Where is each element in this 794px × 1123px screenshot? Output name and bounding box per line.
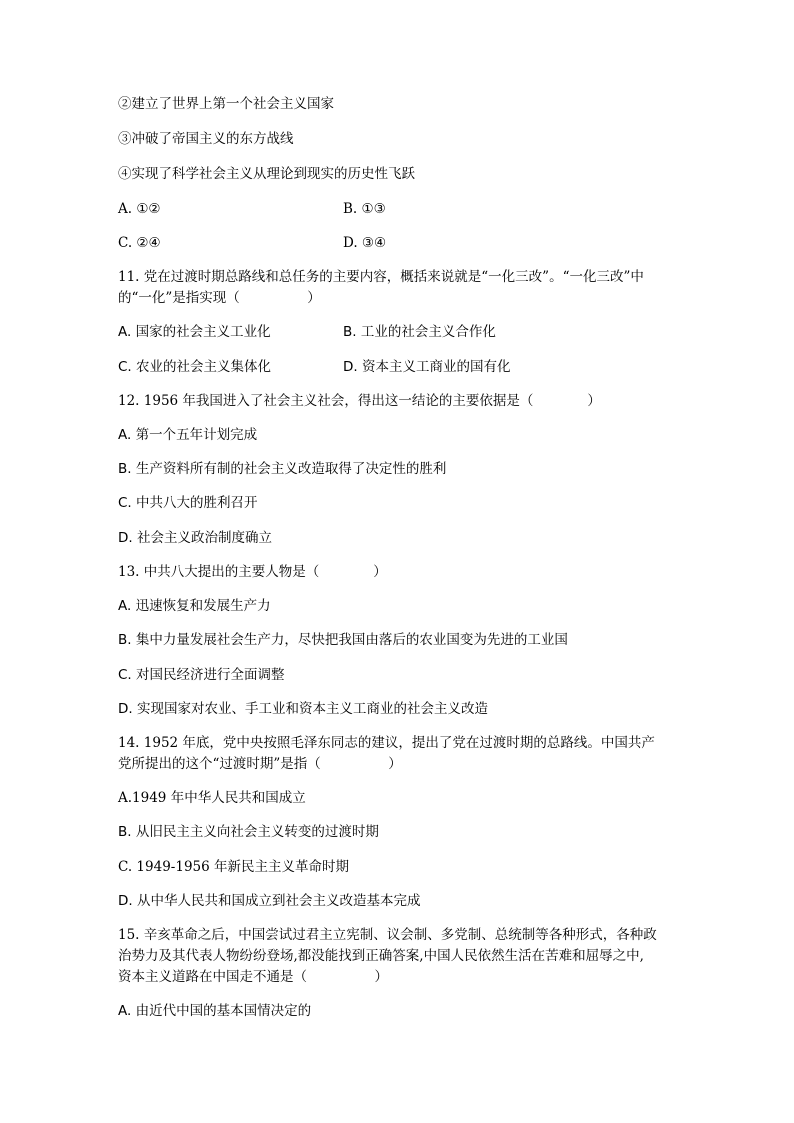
q13-stem: 13. 中共八大提出的主要人物是（ ） [118,564,387,580]
q10-option-a: A. ①② [118,201,161,217]
q13-option-a: A. 迅速恢复和发展生产力 [118,598,271,614]
q11-option-b: B. 工业的社会主义合作化 [343,324,496,340]
q14-option-b: B. 从旧民主主义向社会主义转变的过渡时期 [118,824,379,840]
q11-option-a: A. 国家的社会主义工业化 [118,324,271,340]
q14-option-a: A.1949 年中华人民共和国成立 [118,790,306,806]
q14-stem-line-1: 14. 1952 年底，党中央按照毛泽东同志的建议，提出了党在过渡时期的总路线。中国共产 [118,735,655,751]
q13-option-c: C. 对国民经济进行全面调整 [118,667,285,683]
q15-option-a: A. 由近代中国的基本国情决定的 [118,1003,312,1019]
q11-stem-line-2: 的“一化”是指实现（ ） [118,290,321,306]
q12-option-d: D. 社会主义政治制度确立 [118,530,272,546]
q15-stem-line-1: 15. 辛亥革命之后，中国尝试过君主立宪制、议会制、多党制、总统制等各种形式，各种政 [118,927,657,943]
q14-option-d: D. 从中华人民共和国成立到社会主义改造基本完成 [118,893,421,909]
q10-option-c: C. ②④ [118,235,161,251]
q15-stem-line-3: 资本主义道路在中国走不通是（ ） [118,969,388,985]
q12-option-c: C. 中共八大的胜利召开 [118,495,258,511]
q10-statement-4: ④实现了科学社会主义从理论到现实的历史性飞跃 [118,166,415,182]
q11-option-c: C. 农业的社会主义集体化 [118,359,272,375]
q12-option-b: B. 生产资料所有制的社会主义改造取得了决定性的胜利 [118,461,447,477]
q12-stem: 12. 1956 年我国进入了社会主义社会，得出这一结论的主要依据是（ ） [118,393,601,409]
q12-option-a: A. 第一个五年计划完成 [118,427,258,443]
q11-stem-line-1: 11. 党在过渡时期总路线和总任务的主要内容，概括来说就是“一化三改”。“一化三改”中 [118,269,644,285]
q11-option-d: D. 资本主义工商业的国有化 [343,359,511,375]
q10-option-d: D. ③④ [343,235,387,251]
q14-stem-line-2: 党所提出的这个“过渡时期”是指（ ） [118,756,402,772]
q10-option-b: B. ①③ [343,201,386,217]
q10-statement-3: ③冲破了帝国主义的东方战线 [118,131,294,147]
q15-stem-line-2: 治势力及其代表人物纷纷登场,都没能找到正确答案,中国人民依然生活在苦难和屈辱之中, [118,948,644,964]
q14-option-c: C. 1949-1956 年新民主主义革命时期 [118,859,349,875]
q10-statement-2: ②建立了世界上第一个社会主义国家 [118,96,334,112]
q13-option-b: B. 集中力量发展社会生产力，尽快把我国由落后的农业国变为先进的工业国 [118,632,568,648]
q13-option-d: D. 实现国家对农业、手工业和资本主义工商业的社会主义改造 [118,701,488,717]
